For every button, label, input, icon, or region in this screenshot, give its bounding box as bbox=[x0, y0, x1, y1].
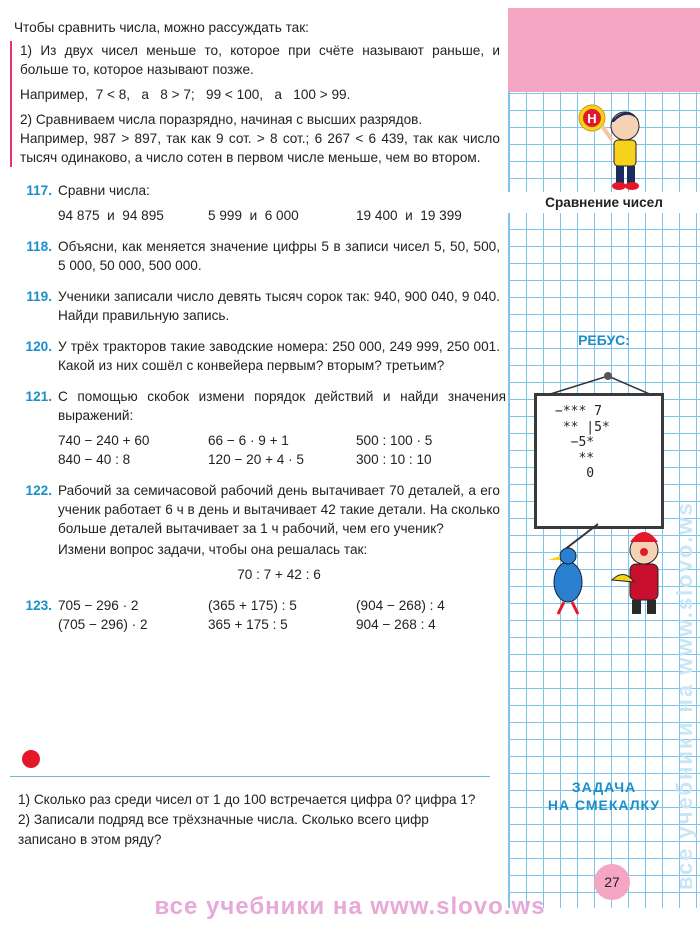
smekalka-line-1: ЗАДАЧА bbox=[571, 779, 637, 795]
expression: (705 − 296) · 2 bbox=[58, 617, 148, 632]
expression: 740 − 240 + 60 bbox=[58, 433, 150, 448]
board-row: −5* bbox=[555, 435, 595, 450]
rule-point-2-example: Например, 987 > 897, так как 9 сот. > 8 сот.; 6 267 < 6 439, так как число тысяч одинаково, а число сотен в первом числе меньше, чем во втором. bbox=[20, 131, 500, 165]
exercise-number: 118. bbox=[26, 239, 52, 254]
board-row: ** |5* bbox=[555, 419, 610, 435]
formula: 70 : 7 + 42 : 6 bbox=[237, 567, 321, 582]
red-dot-marker bbox=[22, 750, 40, 768]
rule-intro: Чтобы сравнить числа, можно рассуждать так: bbox=[14, 20, 309, 35]
rule-point-1-example: Например, 7 < 8, а 8 > 7; 99 < 100, а 100 > 99. bbox=[20, 87, 351, 102]
exercise-119 bbox=[8, 287, 500, 325]
exercise-number: 121. bbox=[25, 389, 52, 404]
compare-pair: 94 875 и 94 895 bbox=[58, 208, 164, 223]
compare-pair: 5 999 и 6 000 bbox=[208, 208, 299, 223]
expression: 705 − 296 · 2 bbox=[58, 598, 139, 613]
smekalka-line-2: НА СМЕКАЛКУ bbox=[547, 797, 661, 813]
rule-box bbox=[10, 41, 500, 167]
expression: 904 − 268 : 4 bbox=[356, 617, 436, 632]
exercise-123 bbox=[8, 596, 500, 634]
board-row: −*** 7 bbox=[555, 404, 602, 419]
exercise-text: Объясни, как меняется значение цифры 5 в записи чисел 5, 50, 500, 5 000, 50 000, 500 000. bbox=[58, 239, 500, 273]
expression-row bbox=[58, 431, 506, 450]
bird-and-clown-illustration bbox=[538, 520, 668, 620]
exercise-text: Сравни числа: bbox=[58, 183, 150, 198]
exercise-text: Ученики записали число девять тысяч сорок так: 940, 900 040, 9 040. Найди правильную запись. bbox=[58, 289, 500, 323]
expression: (904 − 268) : 4 bbox=[356, 598, 445, 613]
compare-pairs bbox=[58, 206, 506, 225]
exercise-number: 122. bbox=[25, 483, 52, 498]
expression-row bbox=[58, 596, 506, 615]
expression: 120 − 20 + 4 · 5 bbox=[208, 452, 304, 467]
badge-letter: Н bbox=[587, 111, 597, 126]
board-row: 0 bbox=[555, 466, 595, 481]
exercise-121 bbox=[8, 387, 506, 469]
exercise-number: 117. bbox=[26, 183, 52, 198]
exercise-text: С помощью скобок измени порядок действий и найди значения выражений: bbox=[58, 389, 506, 423]
pink-header-block bbox=[508, 8, 700, 92]
expression: 66 − 6 · 9 + 1 bbox=[208, 433, 289, 448]
expression-row bbox=[58, 450, 506, 469]
exercise-text: Рабочий за семичасовой рабочий день вытачивает 70 деталей, а его ученик работает 6 ч в день и вытачивает 42 такие детали. На сколько больше деталей вытачивает за 1 ч рабочий, чем его ученик? bbox=[58, 483, 500, 536]
exercise-number: 120. bbox=[25, 339, 52, 354]
question-2: 2) Записали подряд все трёхзначные числа. Сколько всего цифр записано в этом ряду? bbox=[18, 812, 429, 847]
main-column bbox=[8, 18, 506, 646]
rebus-puzzle bbox=[555, 404, 610, 482]
separator-line bbox=[10, 776, 490, 777]
rebus-label: РЕБУС: bbox=[578, 332, 630, 348]
rebus-board bbox=[534, 393, 664, 529]
exercise-number: 119. bbox=[26, 289, 52, 304]
exercise-120 bbox=[8, 337, 500, 375]
exercise-117 bbox=[8, 181, 500, 225]
page-number: 27 bbox=[594, 864, 630, 900]
topic-title: Сравнение чисел bbox=[508, 192, 700, 213]
exercise-text: У трёх тракторов такие заводские номера: 250 000, 249 999, 250 001. Какой из них сошёл с конвейера первым? вторым? третьим? bbox=[58, 339, 500, 373]
expression: 840 − 40 : 8 bbox=[58, 452, 131, 467]
rule-point-2: 2) Сравниваем числа поразрядно, начиная с высших разрядов. bbox=[20, 112, 423, 127]
exercise-122 bbox=[8, 481, 500, 584]
exercise-number: 123. bbox=[25, 598, 52, 613]
board-row: ** bbox=[555, 450, 595, 466]
expression-row bbox=[58, 615, 506, 634]
smekalka-heading bbox=[508, 778, 700, 814]
smekalka-questions bbox=[18, 790, 490, 850]
question-1: 1) Сколько раз среди чисел от 1 до 100 встречается цифра 0? цифра 1? bbox=[18, 792, 476, 807]
expression: 365 + 175 : 5 bbox=[208, 617, 288, 632]
rule-point-1: 1) Из двух чисел меньше то, которое при счёте называют раньше, и больше то, которое называют позже. bbox=[20, 43, 500, 77]
expression: (365 + 175) : 5 bbox=[208, 598, 297, 613]
boy-mascot-illustration bbox=[570, 100, 660, 192]
expression: 300 : 10 : 10 bbox=[356, 452, 432, 467]
compare-pair: 19 400 и 19 399 bbox=[356, 208, 462, 223]
exercise-118 bbox=[8, 237, 500, 275]
vertical-watermark: все учебники на www.slovo.ws bbox=[672, 501, 697, 890]
expression: 500 : 100 · 5 bbox=[356, 433, 433, 448]
footer-watermark: все учебники на www.slovo.ws bbox=[154, 893, 546, 920]
exercise-text-2: Измени вопрос задачи, чтобы она решалась так: bbox=[58, 542, 368, 557]
